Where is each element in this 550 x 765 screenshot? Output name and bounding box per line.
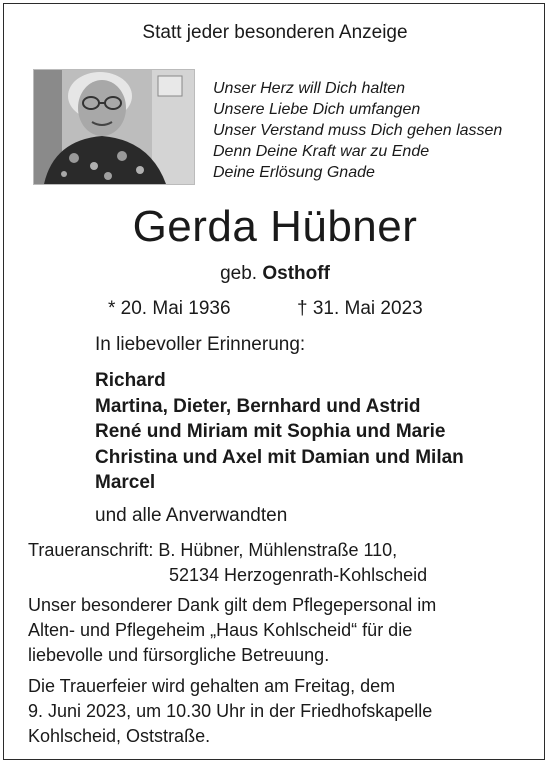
ceremony-line: 9. Juni 2023, um 10.30 Uhr in der Friedhofskapelle [28, 701, 433, 721]
poem-line: Deine Erlösung Gnade [213, 164, 375, 181]
ceremony-line: Kohlscheid, Oststraße. [28, 726, 211, 746]
birth-name [0, 263, 550, 285]
birth-date: * 20. Mai 1936 [108, 298, 231, 319]
ceremony-line: Die Trauerfeier wird gehalten am Freitag, dem [28, 676, 396, 696]
family-list [95, 368, 464, 496]
birth-name-surname: Osthoff [262, 263, 330, 284]
thanks-line: liebevolle und fürsorgliche Betreuung. [28, 645, 330, 665]
deceased-name: Gerda Hübner [132, 202, 418, 251]
family-line: Christina und Axel mit Damian und Milan [95, 446, 464, 468]
thanks-paragraph [28, 593, 436, 668]
family-line: Martina, Dieter, Bernhard und Astrid [95, 395, 421, 417]
thanks-line: Unser besonderer Dank gilt dem Pflegepersonal im [28, 595, 437, 615]
poem-line: Unser Herz will Dich halten [213, 80, 406, 97]
poem [213, 78, 502, 183]
address-line-1: Traueranschrift: B. Hübner, Mühlenstraße 110, [28, 540, 398, 560]
mourning-address [28, 538, 427, 588]
poem-line: Denn Deine Kraft war zu Ende [213, 143, 430, 160]
birth-name-prefix: geb. [220, 263, 258, 284]
family-line: René und Miriam mit Sophia und Marie [95, 421, 446, 443]
portrait-photo [33, 69, 195, 185]
ceremony-paragraph [28, 674, 432, 749]
address-line-2: 52134 Herzogenrath-Kohlscheid [169, 565, 428, 585]
notice-header: Statt jeder besonderen Anzeige [142, 22, 408, 43]
family-line: Richard [95, 370, 166, 391]
death-date: † 31. Mai 2023 [297, 298, 423, 319]
memory-line: In liebevoller Erinnerung: [95, 334, 306, 355]
relatives-line: und alle Anverwandten [95, 505, 288, 526]
poem-line: Unser Verstand muss Dich gehen lassen [213, 122, 503, 139]
poem-line: Unsere Liebe Dich umfangen [213, 101, 421, 118]
family-line: Marcel [95, 472, 156, 494]
thanks-line: Alten- und Pflegeheim „Haus Kohlscheid“ für die [28, 620, 413, 640]
